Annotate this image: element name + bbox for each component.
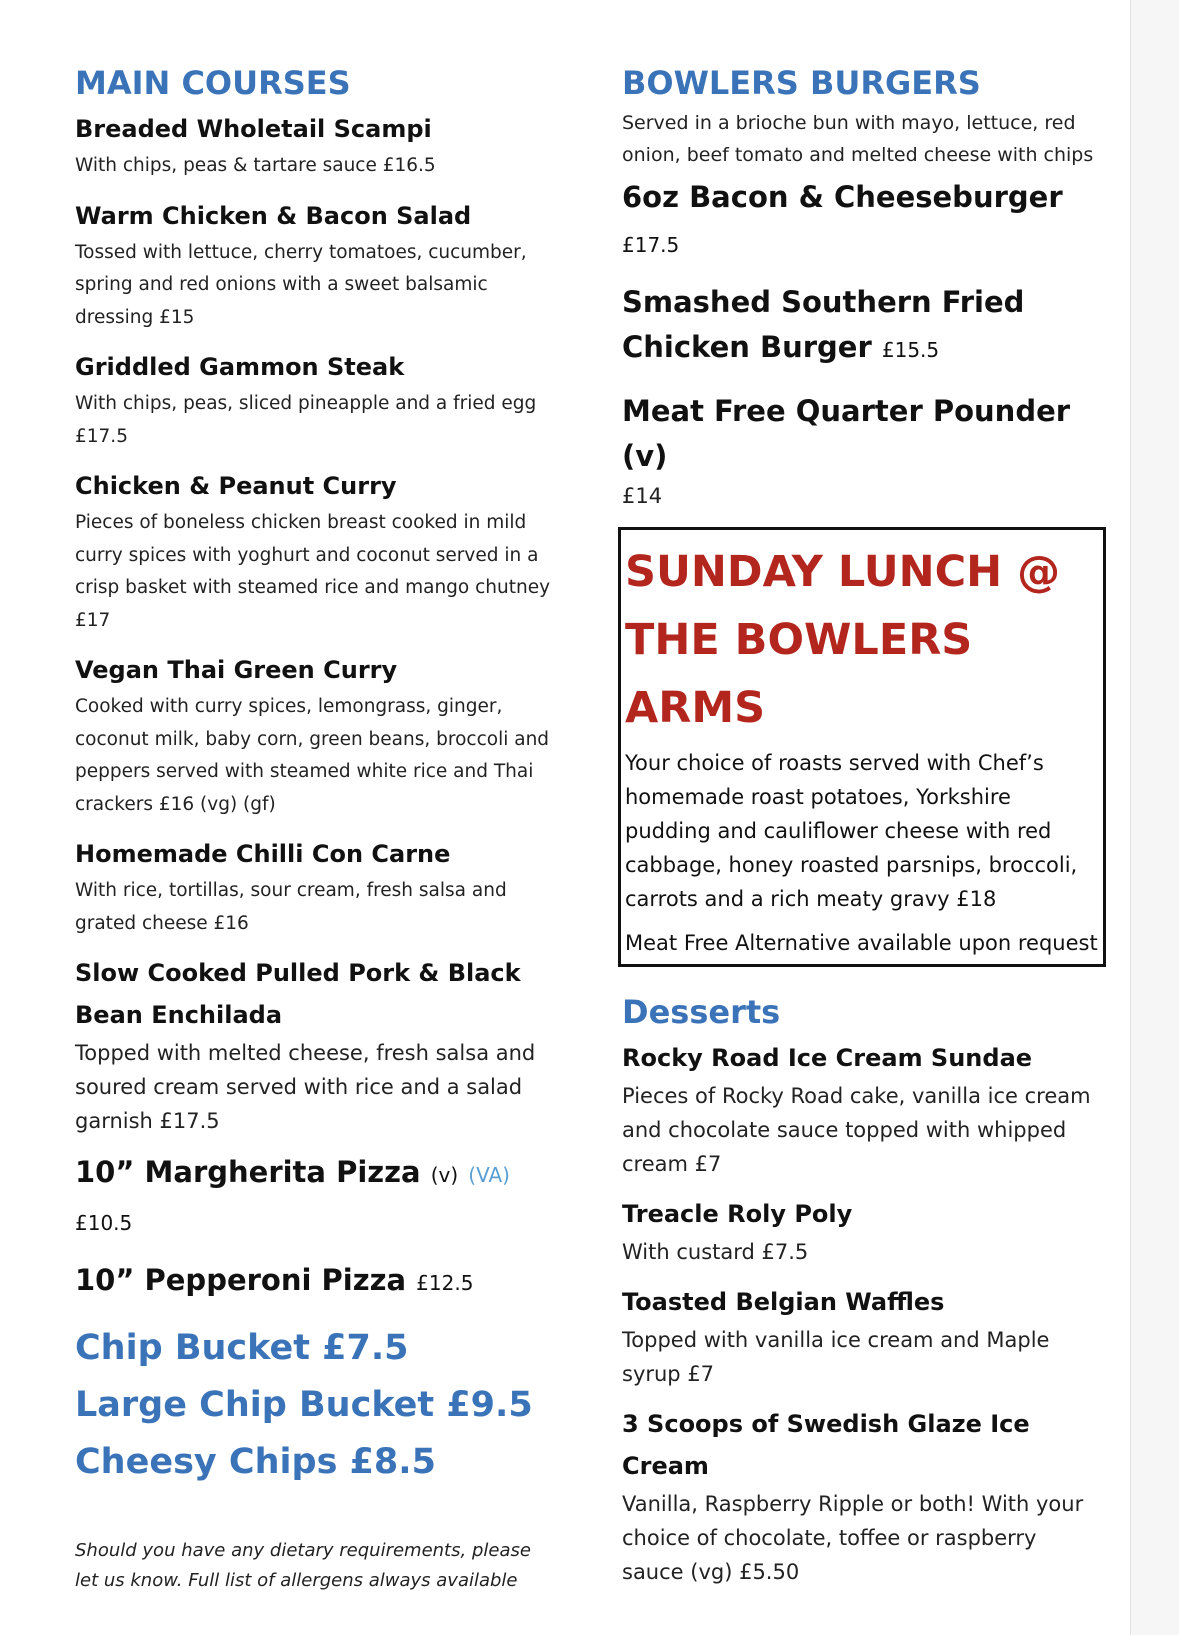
sunday-lunch-title: SUNDAY LUNCH @ THE BOWLERS ARMS [625, 547, 1061, 733]
pizza-price: £12.5 [416, 1271, 474, 1295]
burger-price: £17.5 [622, 233, 680, 257]
dietary-note: Should you have any dietary requirements, please let us know. Full list of allergens always available [75, 1540, 531, 1591]
cheesy-chips: Cheesy Chips £8.5 [75, 1442, 436, 1482]
main-courses-title: MAIN COURSES [75, 64, 351, 102]
item-desc: Pieces of boneless chicken breast cooked in mild curry spices with yoghurt and coconut served in a crisp basket with steamed rice and mango chutney £17 [75, 512, 551, 631]
pizza-name: 10” Margherita Pizza [75, 1155, 421, 1189]
left-column [75, 58, 555, 1491]
sunday-lunch-desc: Your choice of roasts served with Chef’s homemade roast potatoes, Yorkshire pudding and cauliflower cheese with red cabbage, honey roasted parsnips, broccoli, carrots and a rich meaty gravy £18 [625, 751, 1078, 911]
item-name: Warm Chicken & Bacon Salad [75, 201, 472, 230]
sunday-lunch-box [618, 527, 1106, 967]
burger-name: Meat Free Quarter Pounder (v) [622, 394, 1071, 473]
large-chip-bucket: Large Chip Bucket £9.5 [75, 1385, 533, 1425]
pizza-pepperoni [75, 1258, 555, 1306]
sunday-lunch-note: Meat Free Alternative available upon request [625, 931, 1098, 955]
menu-item [75, 195, 555, 335]
desserts-title: Desserts [622, 993, 781, 1031]
dessert-desc: With custard £7.5 [622, 1240, 809, 1264]
item-desc: Cooked with curry spices, lemongrass, ginger, coconut milk, baby corn, green beans, broccoli and peppers served with steamed white rice and Thai crackers £16 (vg) (gf) [75, 696, 550, 815]
veg-tag: (v) [430, 1163, 459, 1187]
pizza-margherita [75, 1150, 555, 1246]
dessert-name: Toasted Belgian Waffles [622, 1288, 945, 1316]
item-desc: Topped with melted cheese, fresh salsa and soured cream served with rice and a salad garnish £17.5 [75, 1041, 536, 1133]
burger-price: £15.5 [881, 338, 940, 362]
item-desc: With chips, peas & tartare sauce £16.5 [75, 155, 436, 176]
item-name: Chicken & Peanut Curry [75, 472, 397, 500]
burgers-title: BOWLERS BURGERS [622, 64, 981, 102]
burger-price: £14 [622, 484, 663, 508]
page-edge [1130, 0, 1179, 1635]
pizza-price: £10.5 [75, 1211, 133, 1235]
dessert-name: Treacle Roly Poly [622, 1200, 853, 1228]
item-desc: With rice, tortillas, sour cream, fresh salsa and grated cheese £16 [75, 880, 507, 934]
dessert-item [622, 1037, 1097, 1181]
dessert-name: 3 Scoops of Swedish Glaze Ice Cream [622, 1410, 1030, 1480]
menu-item [75, 108, 555, 183]
menu-item [75, 465, 555, 637]
burger-name: 6oz Bacon & Cheeseburger [622, 180, 1063, 214]
pizza-name: 10” Pepperoni Pizza [75, 1263, 407, 1297]
menu-item [75, 833, 555, 940]
dessert-item [622, 1193, 1097, 1269]
dessert-desc: Topped with vanilla ice cream and Maple syrup £7 [622, 1328, 1050, 1386]
burger-name: Smashed Southern Fried Chicken Burger [622, 285, 1025, 364]
va-tag: (VA) [468, 1163, 510, 1187]
burger-item [622, 389, 1097, 479]
chip-bucket: Chip Bucket £7.5 [75, 1328, 409, 1368]
burgers-desc: Served in a brioche bun with mayo, lettuce, red onion, beef tomato and melted cheese with chips [622, 112, 1094, 166]
menu-item [75, 346, 555, 453]
dessert-desc: Pieces of Rocky Road cake, vanilla ice cream and chocolate sauce topped with whipped cream £7 [622, 1084, 1091, 1176]
dessert-desc: Vanilla, Raspberry Ripple or both! With your choice of chocolate, toffee or raspberry sauce (vg) £5.50 [622, 1492, 1084, 1584]
dessert-name: Rocky Road Ice Cream Sundae [622, 1044, 1033, 1072]
item-name: Breaded Wholetail Scampi [75, 115, 432, 143]
dessert-item [622, 1281, 1097, 1391]
burger-item [622, 175, 1097, 268]
item-name: Vegan Thai Green Curry [75, 656, 398, 684]
item-desc: With chips, peas, sliced pineapple and a fried egg £17.5 [75, 393, 537, 447]
right-column [622, 58, 1097, 1589]
burger-item [622, 280, 1097, 373]
item-name: Griddled Gammon Steak [75, 353, 405, 381]
item-name: Homemade Chilli Con Carne [75, 840, 451, 868]
item-name: Slow Cooked Pulled Pork & Black Bean Enchilada [75, 959, 521, 1029]
item-desc: Tossed with lettuce, cherry tomatoes, cucumber, spring and red onions with a sweet balsamic dressing £15 [75, 241, 527, 328]
menu-item [75, 952, 555, 1138]
dessert-item [622, 1403, 1097, 1589]
menu-item [75, 649, 555, 821]
